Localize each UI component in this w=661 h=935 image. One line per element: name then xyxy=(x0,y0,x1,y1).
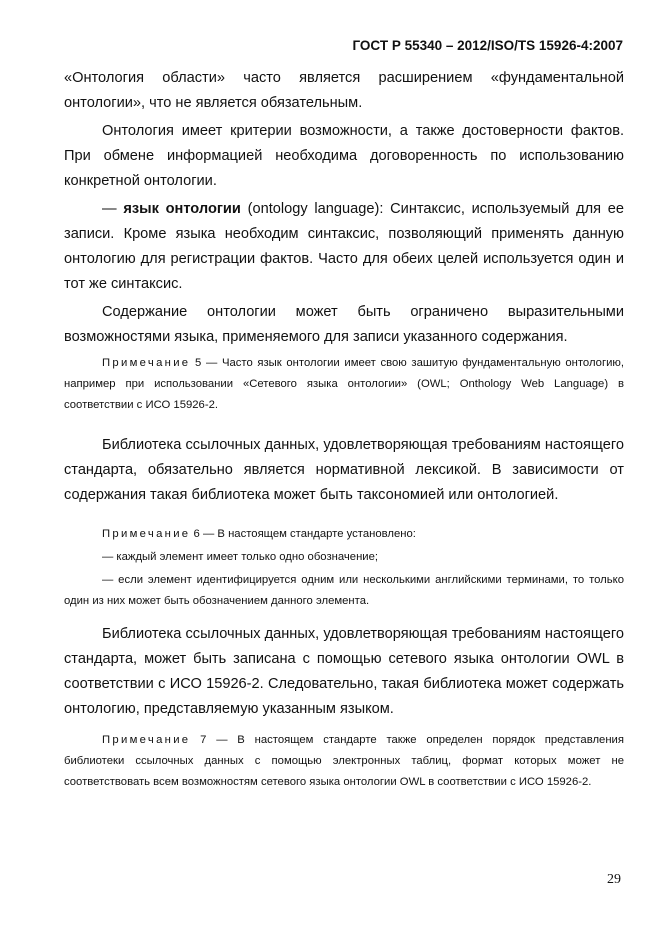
note-6-number: 6 — xyxy=(190,528,218,540)
note-5-label: Примечание xyxy=(102,357,191,369)
paragraph-3-definition xyxy=(64,197,624,297)
note-6-label: Примечание xyxy=(102,528,191,540)
note-5 xyxy=(64,353,624,416)
note-7-label: Примечание xyxy=(102,734,191,746)
note-6-item-1: — каждый элемент имеет только одно обозначение; xyxy=(102,551,379,563)
paragraph-5: Библиотека ссылочных данных, удовлетворяющая требованиям настоящего стандарта, обязательно является нормативной лексикой. В зависимости от содержания такая библиотека может быть таксономией или онтологией. xyxy=(64,437,624,503)
note-5-block xyxy=(64,353,624,416)
paragraph-6: Библиотека ссылочных данных, удовлетворяющая требованиям настоящего стандарта, может быть записана с помощью сетевого языка онтологии OWL в соответствии с ИСО 15926-2. Следовательно, такая библиотека может содержать онтологию, представляемую указанным языком. xyxy=(64,626,624,717)
standard-header: ГОСТ Р 55340 – 2012/ISO/TS 15926-4:2007 xyxy=(352,38,623,53)
note-7-block xyxy=(64,730,624,793)
paragraph-4: Содержание онтологии может быть ограничено выразительными возможностями языка, применяемого для записи указанного содержания. xyxy=(64,304,624,345)
definition-term: язык онтологии xyxy=(123,201,241,217)
body-block-1 xyxy=(64,66,624,350)
note-6-text: В настоящем стандарте установлено: xyxy=(217,528,416,540)
body-block-3 xyxy=(64,622,624,722)
definition-dash: — xyxy=(102,201,124,217)
note-7-text: В настоящем стандарте также определен порядок представления библиотеки ссылочных данных с помощью электронных таблиц, формат которых может не соответствовать всем возможностям сетевого языка онтологии OWL в соответствии с ИСО 15926-2. xyxy=(64,734,624,788)
note-6-block xyxy=(64,524,624,612)
page-number: 29 xyxy=(607,872,621,887)
note-7-number: 7 — xyxy=(190,734,238,746)
paragraph-2: Онтология имеет критерии возможности, а также достоверности фактов. При обмене информацией необходима договоренность по использованию конкретной онтологии. xyxy=(64,123,624,189)
note-5-text: Часто язык онтологии имеет свою зашитую фундаментальную онтологию, например при использовании «Сетевого языка онтологии» (OWL; Onthology Web Language) в соответствии с ИСО 15926-2. xyxy=(64,357,624,411)
paragraph-1: «Онтология области» часто является расширением «фундаментальной онтологии», что не является обязательным. xyxy=(64,70,624,111)
note-5-number: 5 — xyxy=(190,357,222,369)
definition-text: (ontology language): Синтаксис, используемый для ее записи. Кроме языка необходим синтаксис, позволяющий применять данную онтологию для регистрации фактов. Часто для обеих целей используется один и тот же синтаксис. xyxy=(64,201,625,292)
body-block-2 xyxy=(64,433,624,508)
note-7 xyxy=(64,730,624,793)
note-6-item-2: — если элемент идентифицируется одним или несколькими английскими терминами, то только один из них может быть обозначением данного элемента. xyxy=(64,574,624,607)
note-6 xyxy=(64,524,624,545)
